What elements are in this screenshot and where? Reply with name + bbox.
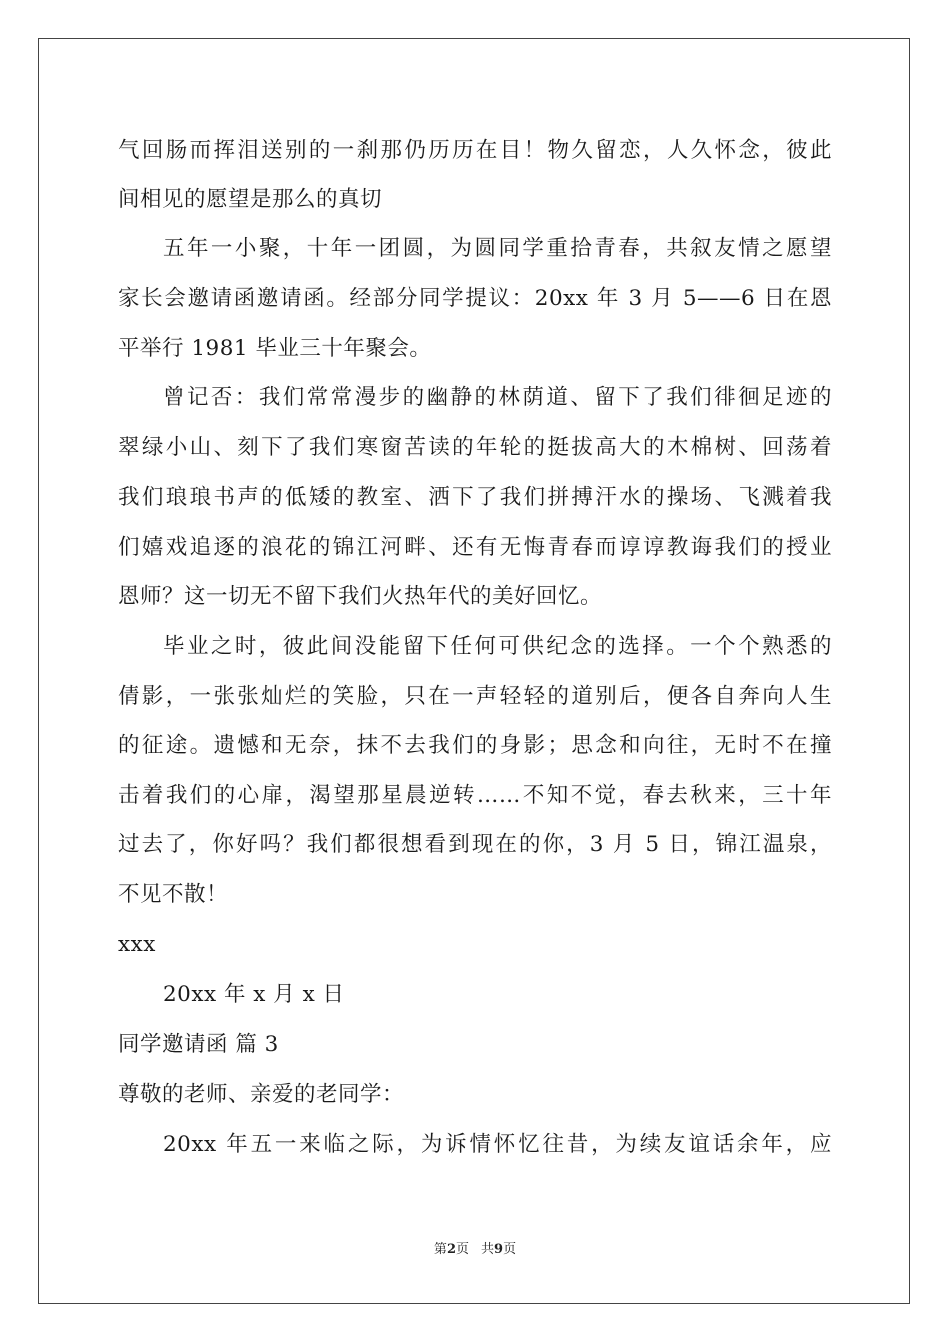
body-line: 击着我们的心扉，渴望那星晨逆转……不知不觉，春去秋来，三十年 (118, 783, 832, 808)
page-border (38, 38, 910, 1304)
signature-name: xxx (118, 932, 156, 957)
section-heading: 同学邀请函 篇 3 (118, 1032, 279, 1057)
total-suffix: 页 (503, 1242, 517, 1257)
paragraph-first-line: 曾记否：我们常常漫步的幽静的林荫道、留下了我们徘徊足迹的 (163, 385, 832, 410)
body-line: 平举行 1981 毕业三十年聚会。 (118, 336, 432, 361)
page-number: 2 (446, 1242, 456, 1257)
paragraph-first-line: 五年一小聚，十年一团圆，为圆同学重拾青春，共叙友情之愿望 (163, 236, 832, 261)
paragraph-first-line: 20xx 年五一来临之际，为诉情怀忆往昔，为续友谊话余年，应 (163, 1132, 832, 1157)
body-line: 间相见的愿望是那么的真切 (118, 187, 383, 212)
body-line: 的征途。遗憾和无奈，抹不去我们的身影；思念和向往，无时不在撞 (118, 733, 832, 758)
body-line: 不见不散！ (118, 882, 229, 907)
body-line: 恩师？这一切无不留下我们火热年代的美好回忆。 (118, 584, 603, 609)
body-line: 倩影，一张张灿烂的笑脸，只在一声轻轻的道别后，便各自奔向人生 (118, 684, 832, 709)
page-prefix: 第 (433, 1242, 447, 1257)
paragraph-first-line: 毕业之时，彼此间没能留下任何可供纪念的选择。一个个熟悉的 (163, 634, 832, 659)
signature-date: 20xx 年 x 月 x 日 (163, 982, 345, 1007)
page-suffix: 页 (455, 1242, 469, 1257)
body-line: 我们琅琅书声的低矮的教室、洒下了我们拼搏汗水的操场、飞溅着我 (118, 485, 832, 510)
body-line: 气回肠而挥泪送别的一刹那仍历历在目！物久留恋，人久怀念，彼此 (118, 138, 832, 163)
total-pages: 9 (494, 1242, 504, 1257)
body-line: 过去了，你好吗？我们都很想看到现在的你，3 月 5 日，锦江温泉， (118, 832, 832, 857)
salutation: 尊敬的老师、亲爱的老同学： (118, 1082, 405, 1107)
page-footer (0, 1242, 950, 1258)
body-line: 翠绿小山、刻下了我们寒窗苦读的年轮的挺拔高大的木棉树、回荡着 (118, 435, 832, 460)
total-prefix: 共 (481, 1242, 495, 1257)
body-line: 家长会邀请函邀请函。经部分同学提议：20xx 年 3 月 5——6 日在恩 (118, 286, 832, 311)
body-line: 们嬉戏追逐的浪花的锦江河畔、还有无悔青春而谆谆教诲我们的授业 (118, 535, 832, 560)
